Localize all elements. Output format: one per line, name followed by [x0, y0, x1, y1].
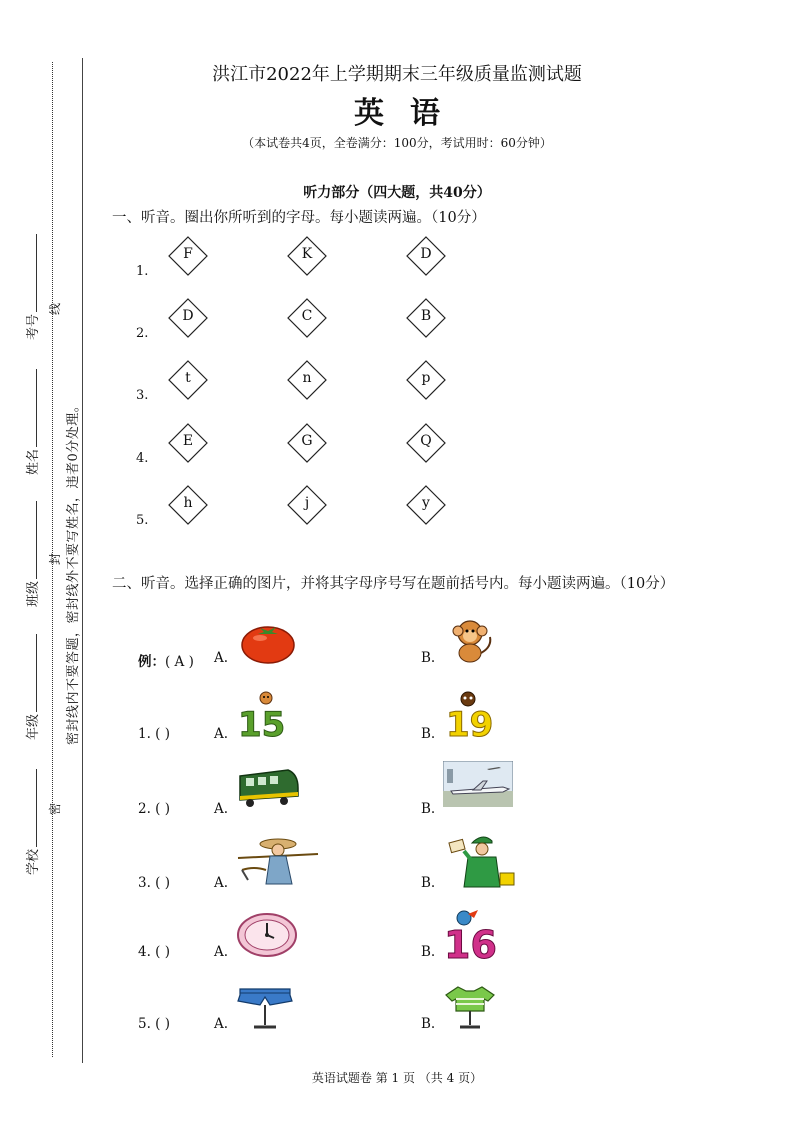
q2-4-option-a: A.	[214, 944, 229, 960]
letter-option[interactable]	[168, 298, 208, 338]
example-label: 例：	[138, 654, 165, 670]
example-option-a: A.	[214, 650, 229, 666]
letter-option[interactable]	[287, 423, 327, 463]
example-answer: ( A )	[165, 654, 194, 670]
grade-field[interactable]	[22, 634, 41, 740]
tshirt-picture	[444, 985, 496, 1035]
q2-1-number[interactable]: 1. ( )	[138, 726, 170, 742]
q2-3-number[interactable]: 3. ( )	[138, 875, 170, 891]
letter-option-text: K	[301, 246, 313, 262]
letter-option-text: j	[304, 495, 310, 511]
section1-item-number: 4.	[136, 451, 149, 466]
number-16-picture	[444, 908, 512, 966]
monkey-picture	[446, 617, 496, 669]
letter-option-text: y	[422, 495, 430, 511]
letter-option[interactable]	[168, 423, 208, 463]
name-label: 姓名	[26, 448, 41, 475]
number-15-picture	[236, 690, 286, 744]
letter-option[interactable]	[406, 423, 446, 463]
q2-1-option-b: B.	[421, 726, 436, 742]
letter-option-text: E	[182, 433, 194, 449]
letter-option[interactable]	[406, 236, 446, 276]
q2-1-option-a: A.	[214, 726, 229, 742]
q2-5-option-b: B.	[421, 1016, 436, 1032]
letter-option[interactable]	[168, 360, 208, 400]
letter-option-text: D	[420, 246, 432, 262]
letter-option[interactable]	[168, 485, 208, 525]
example-option-b: B.	[421, 650, 436, 666]
exam-number-field[interactable]	[22, 234, 41, 340]
section1-item-number: 2.	[136, 326, 149, 341]
school-field[interactable]	[22, 769, 41, 875]
name-field[interactable]	[22, 369, 41, 475]
q2-3-option-b: B.	[421, 875, 436, 891]
postman-picture	[444, 833, 520, 893]
section1-item-number: 1.	[136, 264, 149, 279]
letter-option-text: n	[302, 370, 312, 386]
seal-solid-line	[82, 58, 83, 1063]
class-label: 班级	[26, 580, 41, 607]
seal-secret-text: 密	[48, 802, 62, 815]
letter-option[interactable]	[287, 298, 327, 338]
section1-item-number: 3.	[136, 388, 149, 403]
subject-title: 英语	[354, 96, 466, 131]
airplane-picture	[443, 761, 513, 811]
farmer-picture	[236, 836, 320, 894]
section2-heading: 二、听音。选择正确的图片，并将其字母序号写在题前括号内。每小题读两遍。（10分）	[112, 576, 675, 592]
q2-5-number[interactable]: 5. ( )	[138, 1016, 170, 1032]
letter-option-text: h	[183, 495, 193, 511]
q2-4-number[interactable]: 4. ( )	[138, 944, 170, 960]
letter-option-text: Q	[420, 433, 432, 449]
number-16-text: 16	[444, 923, 497, 962]
clock-picture	[236, 912, 298, 962]
exam-title: 洪江市2022年上学期期末三年级质量监测试题	[212, 64, 582, 85]
q2-2-number[interactable]: 2. ( )	[138, 801, 170, 817]
exam-number-label: 考号	[26, 313, 41, 340]
letter-option[interactable]	[406, 360, 446, 400]
letter-option-text: C	[301, 308, 313, 324]
letter-option-text: F	[183, 246, 193, 262]
letter-option-text: t	[185, 370, 191, 386]
exam-note: （本试卷共4页，全卷满分：100分，考试用时：60分钟）	[242, 136, 552, 150]
class-field[interactable]	[22, 501, 41, 607]
letter-option-text: B	[420, 308, 432, 324]
seal-warning: 密封线内不要答题，密封线外不要写姓名，违者0分处理。	[66, 398, 81, 745]
letter-option[interactable]	[287, 485, 327, 525]
number-19-text: 19	[446, 705, 494, 740]
letter-option-text: p	[421, 370, 431, 386]
seal-seal-text: 封	[48, 552, 62, 565]
shorts-picture	[236, 985, 294, 1035]
tomato-picture	[240, 620, 296, 668]
letter-option-text: G	[301, 433, 313, 449]
number-19-picture	[444, 690, 494, 744]
letter-option[interactable]	[287, 236, 327, 276]
letter-option[interactable]	[168, 236, 208, 276]
q2-2-option-a: A.	[214, 801, 229, 817]
section1-heading: 一、听音。圈出你所听到的字母。每小题读两遍。（10分）	[112, 210, 486, 226]
letter-option[interactable]	[406, 298, 446, 338]
page-footer: 英语试题卷 第 1 页 （共 4 页）	[311, 1071, 483, 1085]
grade-label: 年级	[26, 713, 41, 740]
section1-item-number: 5.	[136, 513, 149, 528]
letter-option[interactable]	[287, 360, 327, 400]
letter-option-text: D	[182, 308, 194, 324]
letter-option[interactable]	[406, 485, 446, 525]
q2-5-option-a: A.	[214, 1016, 229, 1032]
q2-3-option-a: A.	[214, 875, 229, 891]
school-label: 学校	[26, 848, 41, 875]
example-row	[138, 650, 194, 670]
number-15-text: 15	[238, 705, 286, 740]
q2-4-option-b: B.	[421, 944, 436, 960]
part-heading: 听力部分（四大题，共40分）	[303, 185, 491, 201]
seal-line-text: 线	[48, 302, 62, 315]
train-picture	[236, 766, 300, 814]
q2-2-option-b: B.	[421, 801, 436, 817]
